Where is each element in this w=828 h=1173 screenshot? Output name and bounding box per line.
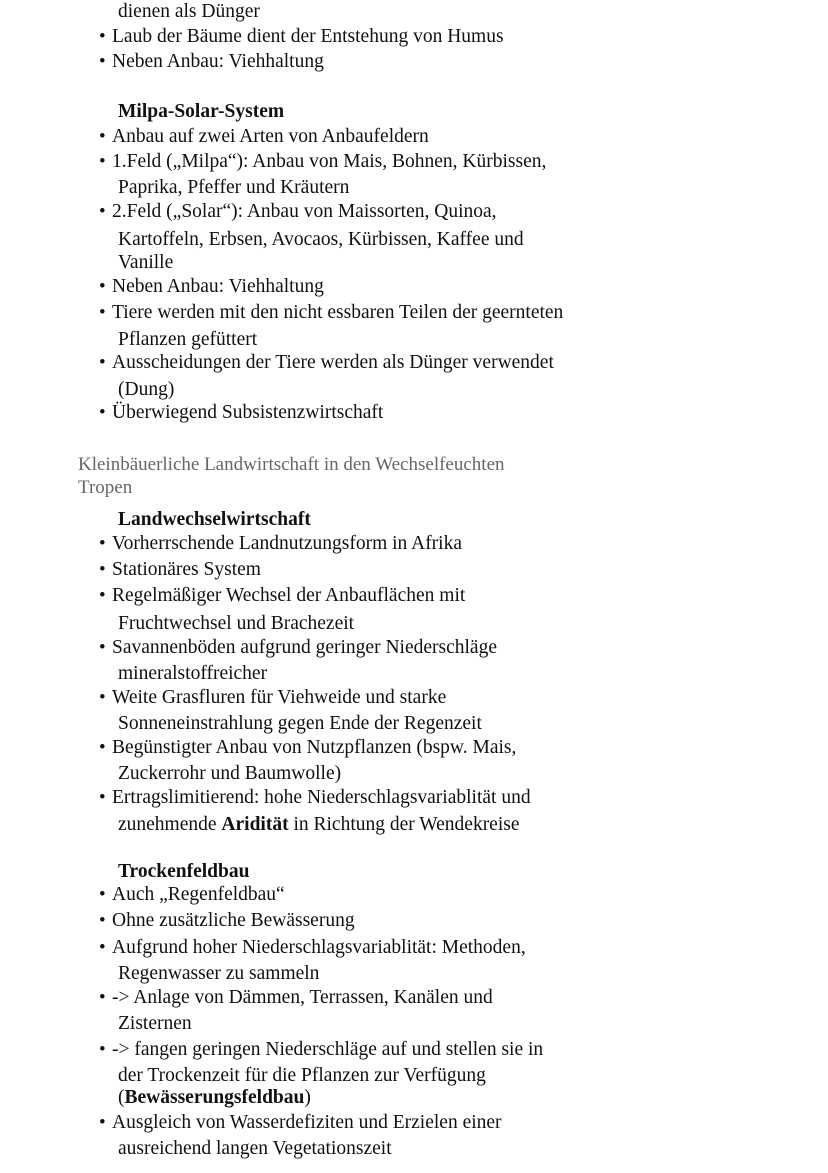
- list-item: Savannenböden aufgrund geringer Niederschläge: [112, 637, 497, 658]
- list-item-continuation: Paprika, Pfeffer und Kräutern: [118, 177, 350, 198]
- bullet-icon: •: [99, 276, 106, 297]
- list-item: Neben Anbau: Viehhaltung: [112, 276, 324, 297]
- bullet-icon: •: [99, 559, 106, 580]
- bullet-icon: •: [99, 151, 106, 172]
- bullet-icon: •: [99, 910, 106, 931]
- subheading: Landwechselwirtschaft: [118, 509, 311, 530]
- list-item-continuation: Fruchtwechsel und Brachezeit: [118, 613, 355, 634]
- bullet-icon: •: [99, 687, 106, 708]
- list-item: Anbau auf zwei Arten von Anbaufeldern: [112, 126, 429, 147]
- bullet-icon: •: [99, 533, 106, 554]
- bullet-icon: •: [99, 787, 106, 808]
- bullet-icon: •: [99, 201, 106, 222]
- bullet-icon: •: [99, 637, 106, 658]
- text-segment: ): [304, 1087, 311, 1108]
- list-item: Vorherrschende Landnutzungsform in Afrika: [112, 533, 463, 554]
- bullet-icon: •: [99, 737, 106, 758]
- list-item: -> Anlage von Dämmen, Terrassen, Kanälen und: [112, 987, 493, 1008]
- list-item-continuation: Zisternen: [118, 1013, 192, 1034]
- bullet-icon: •: [99, 51, 106, 72]
- list-item: Aufgrund hoher Niederschlagsvariablität: Methoden,: [112, 937, 526, 958]
- list-item: Laub der Bäume dient der Entstehung von Humus: [112, 26, 504, 47]
- list-item-continuation: mineralstoffreicher: [118, 663, 268, 684]
- list-item-continuation: [118, 1086, 311, 1110]
- list-item: Ertragslimitierend: hohe Niederschlagsvariablität und: [112, 787, 531, 808]
- subheading: Milpa-Solar-System: [118, 101, 285, 122]
- list-item: Begünstigter Anbau von Nutzpflanzen (bspw. Mais,: [112, 737, 517, 758]
- list-item: 2.Feld („Solar“): Anbau von Maissorten, Quinoa,: [112, 201, 497, 222]
- list-item: Weite Grasfluren für Viehweide und starke: [112, 687, 447, 708]
- text-segment: zunehmende: [118, 814, 222, 835]
- text-segment: in Richtung der Wendekreise: [288, 814, 520, 835]
- list-item-continuation: Pflanzen gefüttert: [118, 329, 258, 350]
- bullet-icon: •: [99, 987, 106, 1008]
- list-item: Stationäres System: [112, 559, 261, 580]
- text-segment: (: [118, 1087, 125, 1108]
- list-item-continuation: (Dung): [118, 379, 175, 400]
- bullet-icon: •: [99, 352, 106, 373]
- bold-term: Aridität: [221, 814, 289, 835]
- section-title: Tropen: [78, 477, 133, 498]
- list-item-continuation: Sonneneinstrahlung gegen Ende der Regenzeit: [118, 713, 482, 734]
- list-item-continuation: dienen als Dünger: [118, 1, 260, 22]
- list-item-continuation: ausreichend langen Vegetationszeit: [118, 1138, 392, 1159]
- bullet-icon: •: [99, 884, 106, 905]
- list-item: Ausgleich von Wasserdefiziten und Erzielen einer: [112, 1112, 502, 1133]
- subheading: Trockenfeldbau: [118, 861, 250, 882]
- list-item-continuation: der Trockenzeit für die Pflanzen zur Verfügung: [118, 1065, 486, 1086]
- list-item: Tiere werden mit den nicht essbaren Teilen der geernteten: [112, 302, 564, 323]
- list-item-continuation: Vanille: [118, 252, 174, 273]
- bullet-icon: •: [99, 302, 106, 323]
- bullet-icon: •: [99, 585, 106, 606]
- list-item: Neben Anbau: Viehhaltung: [112, 51, 324, 72]
- list-item: Ohne zusätzliche Bewässerung: [112, 910, 355, 931]
- list-item: Auch „Regenfeldbau“: [112, 884, 285, 905]
- list-item-continuation: [118, 813, 520, 837]
- bullet-icon: •: [99, 937, 106, 958]
- list-item: -> fangen geringen Niederschläge auf und stellen sie in: [112, 1039, 544, 1060]
- list-item-continuation: Zuckerrohr und Baumwolle): [118, 763, 342, 784]
- bullet-icon: •: [99, 1039, 106, 1060]
- bullet-icon: •: [99, 402, 106, 423]
- list-item: Überwiegend Subsistenzwirtschaft: [112, 402, 384, 423]
- bold-term: Bewässerungsfeldbau: [124, 1087, 305, 1108]
- bullet-icon: •: [99, 26, 106, 47]
- bullet-icon: •: [99, 126, 106, 147]
- list-item: Regelmäßiger Wechsel der Anbauflächen mit: [112, 585, 466, 606]
- list-item-continuation: Kartoffeln, Erbsen, Avocaos, Kürbissen, Kaffee und: [118, 229, 524, 250]
- bullet-icon: •: [99, 1112, 106, 1133]
- list-item-continuation: Regenwasser zu sammeln: [118, 963, 320, 984]
- section-title: Kleinbäuerliche Landwirtschaft in den Wechselfeuchten: [78, 454, 505, 475]
- list-item: 1.Feld („Milpa“): Anbau von Mais, Bohnen, Kürbissen,: [112, 151, 547, 172]
- list-item: Ausscheidungen der Tiere werden als Dünger verwendet: [112, 352, 554, 373]
